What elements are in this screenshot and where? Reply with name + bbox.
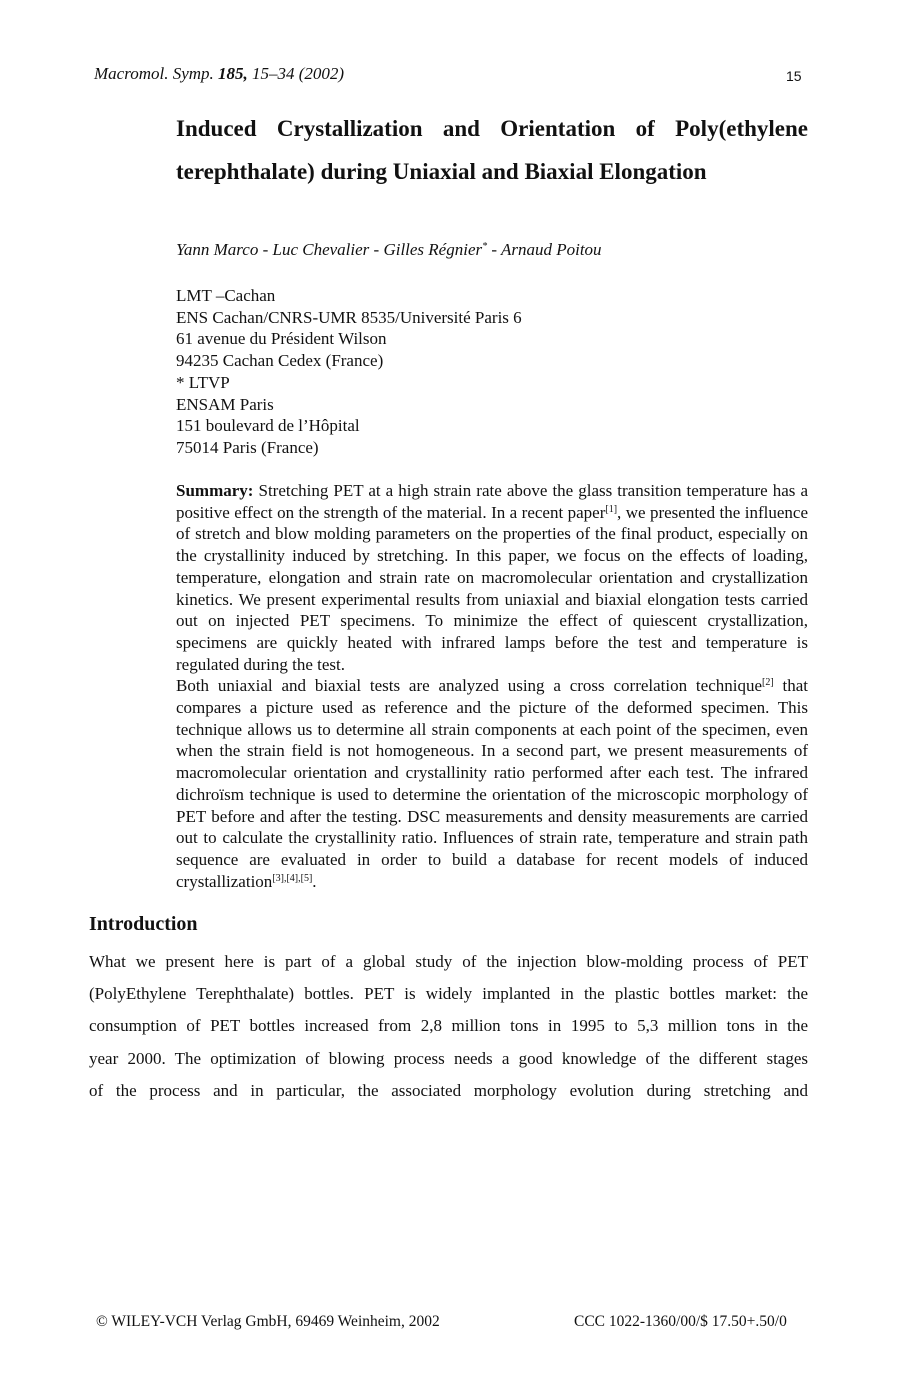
affiliation-line: * LTVP	[176, 372, 230, 392]
affiliation-line: 94235 Cachan Cedex (France)	[176, 351, 384, 371]
introduction-body	[89, 946, 808, 1107]
authors-last: - Arnaud Poitou	[487, 240, 602, 259]
intro-line: (PolyEthylene Terephthalate) bottles. PET is widely implanted in the plastic bottles market: the	[89, 984, 808, 1004]
affiliation-line: LMT –Cachan	[176, 286, 276, 305]
journal-citation	[94, 64, 344, 84]
author-footnote-mark: *	[482, 241, 488, 252]
abstract-text: that compares a picture used as reference and the picture of the deformed specimen. This technique allows us to determine all strain components at each point of the specimen, even when the strain field is not homogeneous. In a second part, we present measurements of macromolecular orientation and crystallinity ratio performed after each test. The infrared dichroïsm technique is used to determine the orientation of the microscopic morphology of PET before and after the testing. DSC measurements and density measurements are carried out to calculate the crystallinity ratio. Influences of strain rate, temperature and strain path sequence are evaluated in order to build a database for recent models of induced crystallization	[176, 676, 808, 891]
copyright-notice: © WILEY-VCH Verlag GmbH, 69469 Weinheim, 2002	[96, 1313, 440, 1330]
author-list	[176, 240, 602, 260]
intro-line: of the process and in particular, the associated morphology evolution during stretching and	[89, 1080, 808, 1100]
affiliation-line: ENS Cachan/CNRS-UMR 8535/Université Paris 6	[176, 307, 522, 327]
page-number: 15	[786, 68, 802, 84]
abstract-text: Stretching PET at a high strain rate above the glass transition temperature has a positive effect on the strength of the material. In a recent paper	[176, 481, 808, 522]
abstract-text: .	[312, 871, 317, 891]
affiliation-line: 61 avenue du Président Wilson	[176, 329, 387, 349]
intro-line: year 2000. The optimization of blowing process needs a good knowledge of the different stages	[89, 1048, 808, 1068]
paper-title	[176, 107, 808, 193]
affiliation-line: 75014 Paris (France)	[176, 437, 319, 457]
intro-line: consumption of PET bottles increased from 2,8 million tons in 1995 to 5,3 million tons in the	[89, 1016, 808, 1036]
abstract-paragraph-2	[176, 675, 808, 892]
reference-marker: [1]	[605, 503, 618, 515]
abstract-text: , we presented the influence of stretch and blow molding parameters on the properties of the final product, especially on the crystallinity induced by stretching. In this paper, we focus on the effects of loading, temperature, elongation and strain rate on macromolecular orientation and crystallization kinetics. We present experimental results from uniaxial and biaxial elongation tests carried out on injected PET specimens. To minimize the effect of quiescent crystallization, specimens are quickly heated with infrared lamps before the test and temperature is regulated during the test.	[176, 502, 808, 674]
intro-line: What we present here is part of a global study of the injection blow-molding process of PET	[89, 952, 808, 971]
title-line-1: Induced Crystallization and Orientation of Poly(ethylene	[176, 116, 808, 141]
reference-marker: [2]	[762, 677, 774, 689]
affiliations	[176, 285, 522, 459]
abstract	[176, 480, 808, 892]
journal-pages-year: 15–34 (2002)	[247, 64, 345, 83]
title-line-2: terephthalate) during Uniaxial and Biaxial Elongation	[176, 159, 707, 184]
affiliation-line: ENSAM Paris	[176, 394, 274, 414]
affiliation-line: 151 boulevard de l’Hôpital	[176, 416, 360, 436]
authors-main: Yann Marco - Luc Chevalier - Gilles Régnier	[176, 240, 483, 259]
reference-marker: [3],[4],[5]	[272, 872, 313, 884]
abstract-text: Both uniaxial and biaxial tests are analyzed using a cross correlation technique	[176, 676, 763, 696]
ccc-code: CCC 1022-1360/00/$ 17.50+.50/0	[574, 1313, 787, 1330]
section-heading-introduction: Introduction	[89, 913, 198, 935]
journal-name: Macromol. Symp.	[94, 64, 219, 83]
summary-label: Summary:	[176, 481, 254, 500]
abstract-paragraph-1	[176, 480, 808, 675]
journal-volume: 185,	[218, 64, 248, 83]
